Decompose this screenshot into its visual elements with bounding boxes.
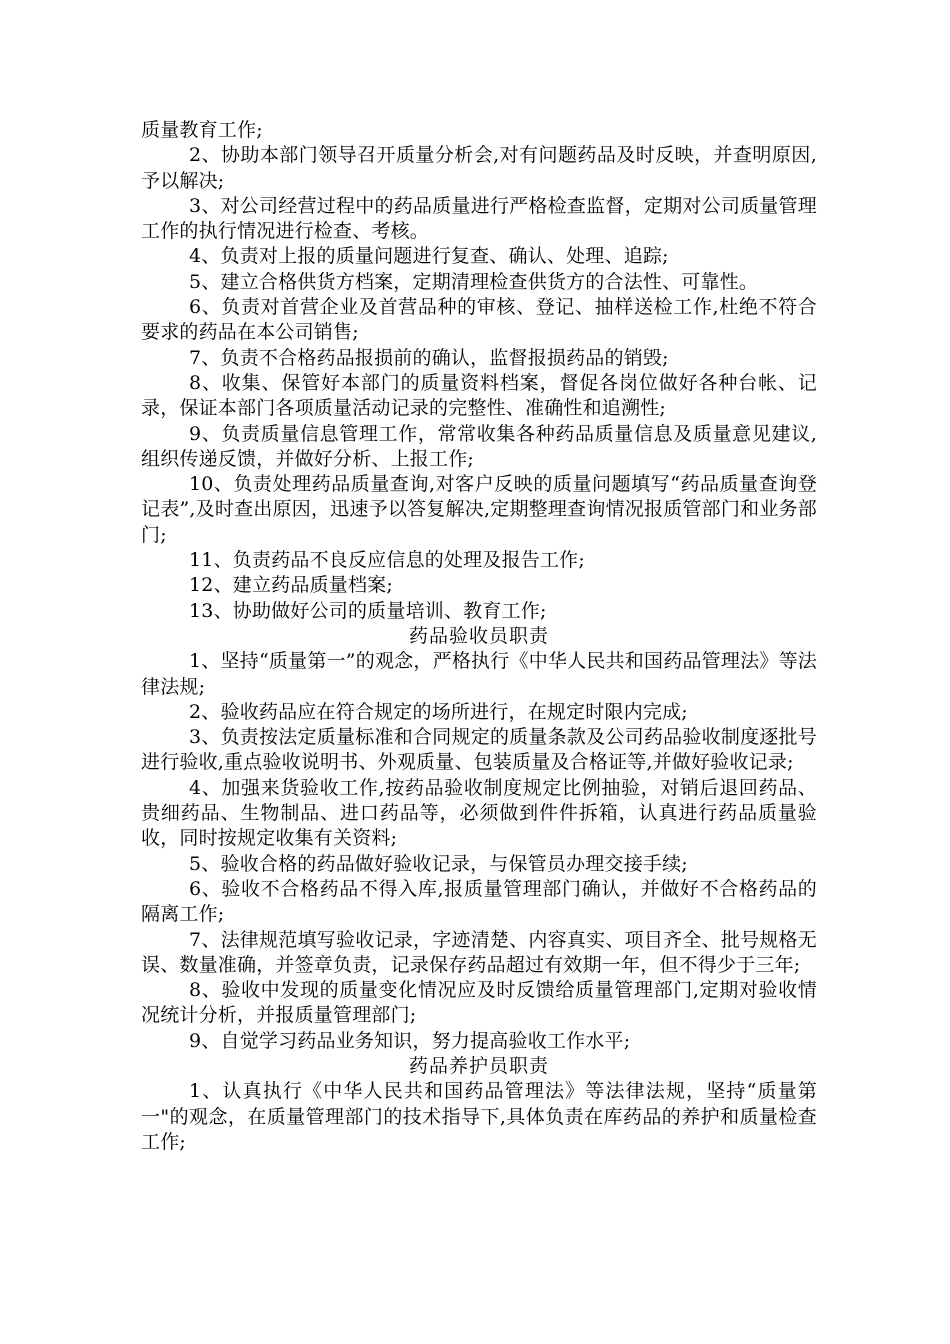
duty-item-5: 5、建立合格供货方档案，定期清理检查供货方的合法性、可靠性。 xyxy=(189,270,759,293)
inspector-item-3: 3、负责按法定质量标准和合同规定的质量条款及公司药品验收制度逐批号进行验收,重点验收说明书、外观质量、包装质量及合格证等,并做好验收记录; xyxy=(141,726,817,774)
inspector-item-7: 7、法律规范填写验收记录，字迹清楚、内容真实、项目齐全、批号规格无误、数量准确，并签章负责，记录保存药品超过有效期一年，但不得少于三年; xyxy=(141,928,817,976)
inspector-item-4: 4、加强来货验收工作,按药品验收制度规定比例抽验，对销后退回药品、贵细药品、生物制品、进口药品等，必须做到件件拆箱，认真进行药品质量验收，同时按规定收集有关资料; xyxy=(141,776,817,850)
duty-item-13: 13、协助做好公司的质量培训、教育工作; xyxy=(189,599,547,622)
inspector-item-8: 8、验收中发现的质量变化情况应及时反馈给质量管理部门,定期对验收情况统计分析，并报质量管理部门; xyxy=(141,979,817,1027)
duty-item-12: 12、建立药品质量档案; xyxy=(189,574,393,597)
section-heading-maintainer: 药品养护员职责 xyxy=(408,1054,549,1077)
inspector-item-2: 2、验收药品应在符合规定的场所进行，在规定时限内完成; xyxy=(189,700,688,723)
inspector-item-9: 9、自觉学习药品业务知识，努力提高验收工作水平; xyxy=(189,1029,631,1052)
section-heading-inspector: 药品验收员职责 xyxy=(408,624,549,647)
duty-item-7: 7、负责不合格药品报损前的确认，监督报损药品的销毁; xyxy=(189,346,669,369)
inspector-item-1: 1、坚持“质量第一”的观念，严格执行《中华人民共和国药品管理法》等法律法规; xyxy=(141,650,817,698)
duty-item-3: 3、对公司经营过程中的药品质量进行严格检查监督，定期对公司质量管理工作的执行情况进行检查、考核。 xyxy=(141,194,817,243)
paragraph-continuation: 质量教育工作; xyxy=(141,119,263,141)
duty-item-2: 2、协助本部门领导召开质量分析会,对有问题药品及时反映，并查明原因,予以解决; xyxy=(141,144,817,192)
maintainer-item-1: 1、认真执行《中华人民共和国药品管理法》等法律法规，坚持“质量第一"的观念，在质量管理部门的技术指导下,具体负责在库药品的养护和质量检查工作; xyxy=(141,1080,817,1153)
inspector-item-5: 5、验收合格的药品做好验收记录，与保管员办理交接手续; xyxy=(189,852,688,875)
duty-item-4: 4、负责对上报的质量问题进行复查、确认、处理、追踪; xyxy=(189,245,669,268)
duty-item-11: 11、负责药品不良反应信息的处理及报告工作; xyxy=(189,549,585,572)
duty-item-10: 10、负责处理药品质量查询,对客户反映的质量问题填写“药品质量查询登记表”,及时查出原因，迅速予以答复解决,定期整理查询情况报质管部门和业务部门; xyxy=(141,473,817,546)
duty-item-8: 8、收集、保管好本部门的质量资料档案，督促各岗位做好各种台帐、记录，保证本部门各项质量活动记录的完整性、准确性和追溯性; xyxy=(141,371,817,420)
document-page xyxy=(141,118,817,1155)
duty-item-9: 9、负责质量信息管理工作，常常收集各种药品质量信息及质量意见建议,组织传递反馈，并做好分析、上报工作; xyxy=(141,422,817,470)
duty-item-6: 6、负责对首营企业及首营品种的审核、登记、抽样送检工作,杜绝不符合要求的药品在本公司销售; xyxy=(141,296,817,344)
inspector-item-6: 6、验收不合格药品不得入库,报质量管理部门确认，并做好不合格药品的隔离工作; xyxy=(141,877,817,926)
